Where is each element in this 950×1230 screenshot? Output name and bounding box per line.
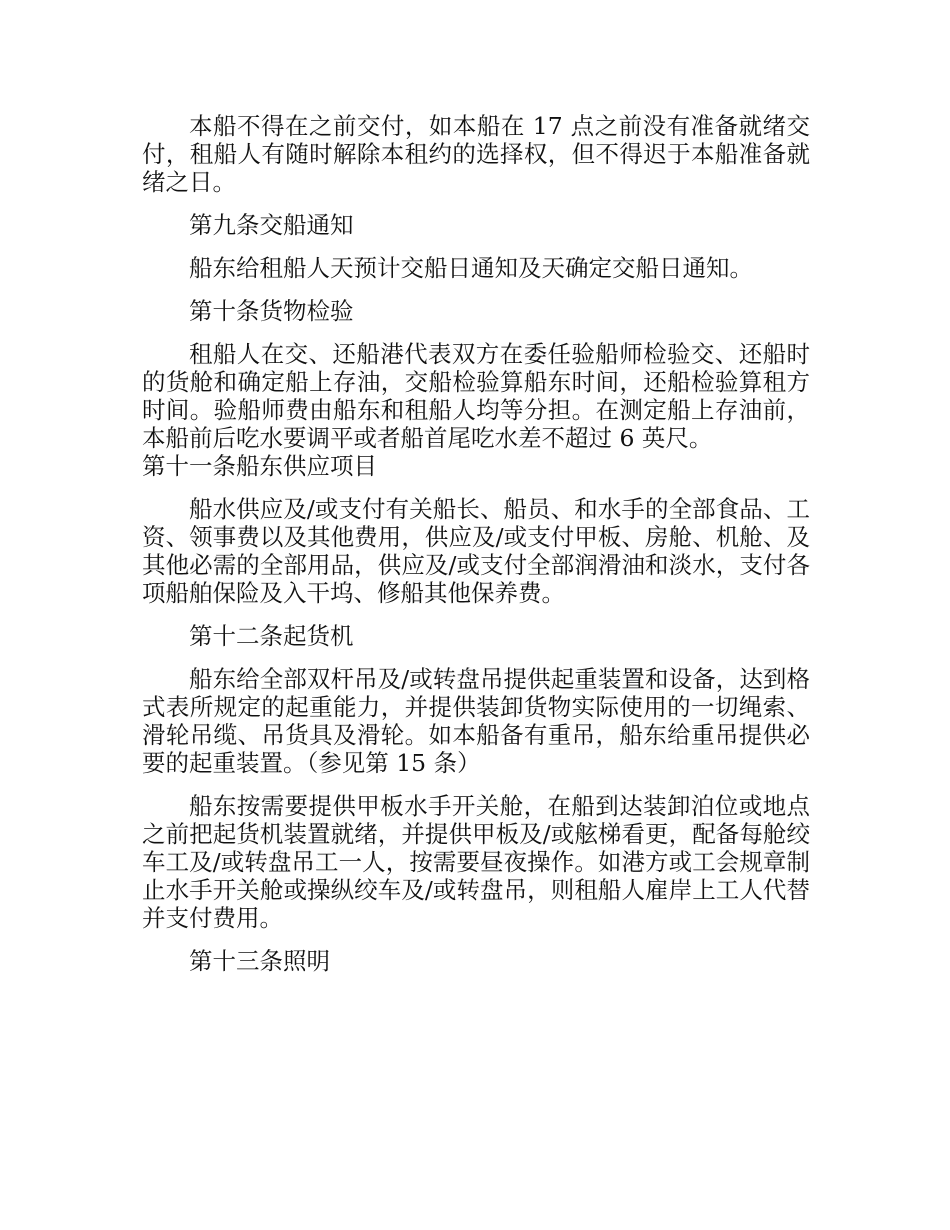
paragraph-owner-supplies: 船水供应及/或支付有关船长、船员、和水手的全部食品、工资、领事费以及其他费用，供应及/或支付甲板、房舱、机舱、及其他必需的全部用品，供应及/或支付全部润滑油和淡水，支付各项船舶保险及入干坞、修船其他保养费。 <box>142 495 810 607</box>
document-page <box>142 112 810 990</box>
heading-article-13: 第十三条照明 <box>189 947 330 975</box>
paragraph-cargo-gear: 船东给全部双杆吊及/或转盘吊提供起重装置和设备，达到格式表所规定的起重能力，并提供装卸货物实际使用的一切绳索、滑轮吊缆、吊货具及滑轮。如本船备有重吊，船东给重吊提供必要的起重装置。（参见第 15 条） <box>142 665 810 777</box>
heading-article-11: 第十一条船东供应项目 <box>142 452 377 480</box>
paragraph-cargo-inspection: 租船人在交、还船港代表双方在委任验船师检验交、还船时的货舱和确定船上存油，交船检验算船东时间，还船检验算租方时间。验船师费由船东和租船人均等分担。在测定船上存油前，本船前后吃水要调平或者船首尾吃水差不超过 6 英尺。 <box>142 340 810 452</box>
heading-article-12: 第十二条起货机 <box>189 622 354 650</box>
paragraph-delivery-notice: 船东给租船人天预计交船日通知及天确定交船日通知。 <box>189 254 753 282</box>
heading-article-9: 第九条交船通知 <box>189 211 354 239</box>
paragraph-hatch-operation: 船东按需要提供甲板水手开关舱，在船到达装卸泊位或地点之前把起货机装置就绪，并提供甲板及/或舷梯看更，配备每舱绞车工及/或转盘吊工一人，按需要昼夜操作。如港方或工会规章制止水手开关舱或操纵绞车及/或转盘吊，则租船人雇岸上工人代替并支付费用。 <box>142 792 810 932</box>
heading-article-10: 第十条货物检验 <box>189 297 354 325</box>
paragraph-delivery-cancel: 本船不得在之前交付，如本船在 17 点之前没有准备就绪交付，租船人有随时解除本租约的选择权，但不得迟于本船准备就绪之日。 <box>142 112 810 196</box>
